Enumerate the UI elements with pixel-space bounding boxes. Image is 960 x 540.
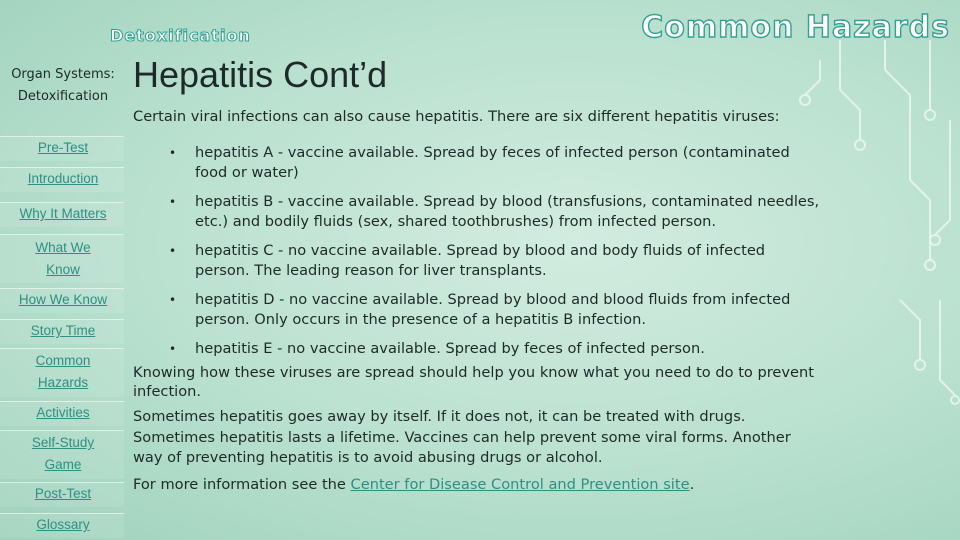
section-subtitle: Detoxification	[110, 26, 251, 45]
hepatitis-list	[133, 143, 823, 360]
sidebar-item-glossary[interactable]: Glossary	[36, 517, 90, 532]
hepatitis-description: - no vaccine available. Spread by blood and body fluids of infected person. The leading reason for liver transplants.	[195, 241, 766, 279]
hepatitis-name: hepatitis E	[195, 339, 273, 357]
intro-text: Certain viral infections can also cause hepatitis. There are six different hepatitis viruses:	[133, 108, 780, 125]
sidebar-item-self-study-game[interactable]: Self-Study Game	[31, 435, 95, 472]
hepatitis-description: - no vaccine available. Spread by blood and blood fluids from infected person. Only occurs in the presence of a hepatitis B infection.	[195, 290, 791, 328]
hepatitis-name: hepatitis B	[195, 192, 274, 210]
sidebar-item-story-time[interactable]: Story Time	[30, 323, 96, 338]
more-info-suffix: .	[689, 475, 695, 493]
sidebar-item-activities[interactable]: Activities	[36, 405, 90, 420]
treatment-text: Sometimes hepatitis goes away by itself. If it does not, it can be treated with drugs. Sometimes hepatitis lasts a lifetime. Vaccines can help prevent some viral forms. Another way of preventing hepatitis is to avoid abusing drugs or alcohol.	[133, 408, 791, 466]
hepatitis-name: hepatitis D	[195, 290, 275, 308]
sidebar-item-how-we-know[interactable]: How We Know	[18, 292, 108, 307]
hepatitis-description: - no vaccine available. Spread by feces of infected person.	[272, 339, 705, 357]
sidebar-item-post-test[interactable]: Post-Test	[34, 486, 92, 501]
list-item	[133, 143, 823, 184]
sidebar-item-common-hazards[interactable]: Common Hazards	[35, 353, 91, 390]
sidebar-item-introduction[interactable]: Introduction	[27, 171, 99, 186]
more-info-text	[133, 475, 823, 496]
sidebar-heading: Organ Systems: Detoxification	[11, 67, 115, 104]
hepatitis-description: - vaccine available. Spread by feces of infected person (contaminated food or water)	[195, 143, 790, 181]
list-item	[133, 339, 823, 360]
section-title: Common Hazards	[641, 10, 950, 45]
hepatitis-name: hepatitis C	[195, 241, 274, 259]
sidebar-item-pre-test[interactable]: Pre-Test	[37, 140, 89, 155]
prevention-text: Knowing how these viruses are spread should help you know what you need to do to prevent infection.	[133, 364, 814, 400]
cdc-link[interactable]: Center for Disease Control and Prevention site	[350, 475, 690, 493]
sidebar-item-what-we-know[interactable]: What We Know	[35, 240, 91, 277]
list-item	[133, 241, 823, 282]
hepatitis-description: - vaccine available. Spread by blood (transfusions, contaminated needles, etc.) and bodily fluids (sex, shared toothbrushes) from infected person.	[195, 192, 820, 230]
hepatitis-name: hepatitis A	[195, 143, 274, 161]
list-item	[133, 290, 823, 331]
list-item	[133, 192, 823, 233]
more-info-prefix: For more information see the	[133, 475, 351, 493]
sidebar-item-why-it-matters[interactable]: Why It Matters	[19, 206, 107, 221]
main-content	[133, 107, 823, 495]
page-title: Hepatitis Cont’d	[133, 54, 388, 95]
